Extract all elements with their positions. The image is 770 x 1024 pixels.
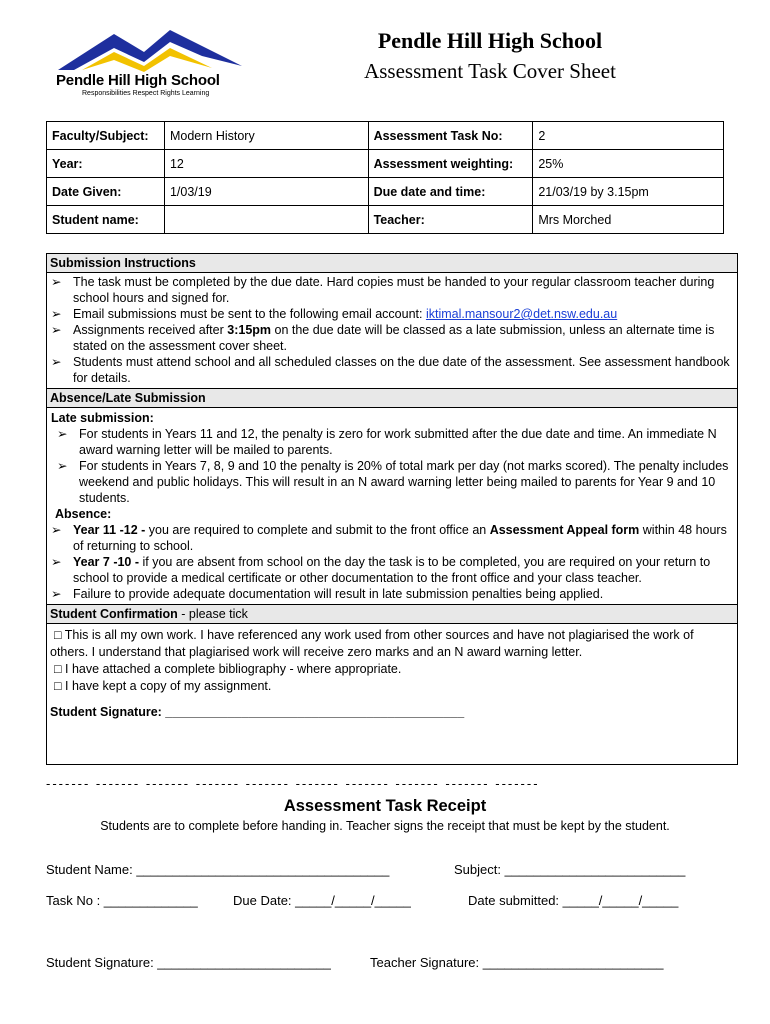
table-row — [47, 122, 724, 150]
due-date-label: Due date and time: — [368, 178, 533, 206]
receipt-student-signature[interactable]: Student Signature: ________________________ — [46, 955, 331, 970]
page-subtitle: Assessment Task Cover Sheet — [364, 59, 616, 83]
weighting-label: Assessment weighting: — [368, 150, 533, 178]
absence-heading: Absence/Late Submission — [47, 388, 737, 408]
logo-motto: Responsibilities Respect Rights Learning — [82, 90, 210, 97]
list-item: ➢ Year 7 -10 - if you are absent from school on the day the task is to be completed, you are required on your return to school to provide a medical certificate or other documentation to the front office and your class teacher. — [51, 555, 711, 585]
faculty-value[interactable]: Modern History — [164, 122, 368, 150]
list-item: ➢ Assignments received after 3:15pm on the due date will be classed as a late submission, unless an alternate time is stated on the assessment cover sheet. — [51, 323, 715, 353]
receipt-task-no[interactable]: Task No : _____________ — [46, 893, 198, 908]
table-row — [47, 206, 724, 234]
absence-label: Absence: — [55, 507, 112, 521]
list-item: ➢ Failure to provide adequate documentation will result in late submission penalties being applied. — [51, 587, 604, 601]
arrow-bullet-icon: ➢ — [51, 587, 62, 601]
bibliography-checkbox[interactable]: □ I have attached a complete bibliography - where appropriate. — [54, 662, 402, 676]
copy-kept-checkbox[interactable]: □ I have kept a copy of my assignment. — [54, 679, 272, 693]
list-item: ➢ For students in Years 7, 8, 9 and 10 the penalty is 20% of total mark per day (not marks scored). The penalty includes weekend and public holidays. This will result in an N award warning letter being mailed to parents for Year 9 and 10 students. — [57, 459, 729, 505]
list-item: ➢ Email submissions must be sent to the following email account: iktimal.mansour2@det.nsw.edu.au — [51, 307, 618, 321]
faculty-label: Faculty/Subject: — [47, 122, 165, 150]
table-row — [47, 150, 724, 178]
own-work-checkbox[interactable]: □ This is all my own work. I have referenced any work used from other sources and have not plagiarised the work of others. I understand that plagiarised work will receive zero marks and an N award warning letter. — [50, 628, 694, 659]
school-logo — [52, 26, 252, 100]
mountain-logo-icon — [52, 26, 252, 76]
due-date-value[interactable]: 21/03/19 by 3.15pm — [533, 178, 724, 206]
arrow-bullet-icon: ➢ — [51, 307, 62, 321]
arrow-bullet-icon: ➢ — [57, 427, 68, 441]
arrow-bullet-icon: ➢ — [51, 355, 62, 369]
year-value[interactable]: 12 — [164, 150, 368, 178]
arrow-bullet-icon: ➢ — [51, 523, 62, 537]
receipt-teacher-signature[interactable]: Teacher Signature: _________________________ — [370, 955, 664, 970]
arrow-bullet-icon: ➢ — [57, 459, 68, 473]
submission-heading: Submission Instructions — [47, 254, 737, 273]
teacher-label: Teacher: — [368, 206, 533, 234]
arrow-bullet-icon: ➢ — [51, 323, 62, 337]
logo-school-name: Pendle Hill High School — [56, 72, 220, 89]
late-submission-label: Late submission: — [51, 411, 154, 425]
instructions-box — [46, 253, 738, 765]
task-no-value[interactable]: 2 — [533, 122, 724, 150]
receipt-note: Students are to complete before handing in. Teacher signs the receipt that must be kept by the student. — [100, 819, 670, 833]
arrow-bullet-icon: ➢ — [51, 555, 62, 569]
student-name-field[interactable] — [164, 206, 368, 234]
weighting-value[interactable]: 25% — [533, 150, 724, 178]
receipt-student-name[interactable]: Student Name: ___________________________________ — [46, 862, 390, 877]
task-no-label: Assessment Task No: — [368, 122, 533, 150]
list-item: ➢ Students must attend school and all scheduled classes on the due date of the assessment. See assessment handbook for details. — [51, 355, 730, 385]
list-item: ➢ Year 11 -12 - you are required to complete and submit to the front office an Assessment Appeal form within 48 hours of returning to school. — [51, 523, 727, 553]
email-link[interactable]: iktimal.mansour2@det.nsw.edu.au — [425, 307, 618, 321]
cut-line: ------- ------- ------- ------- ------- ------- ------- ------- ------- ------- — [46, 776, 540, 791]
arrow-bullet-icon: ➢ — [51, 275, 62, 289]
year-label: Year: — [47, 150, 165, 178]
receipt-subject[interactable]: Subject: _________________________ — [454, 862, 686, 877]
info-table — [46, 121, 724, 234]
student-name-label: Student name: — [47, 206, 165, 234]
confirmation-heading: Student Confirmation - please tick — [47, 604, 737, 624]
date-given-label: Date Given: — [47, 178, 165, 206]
teacher-value[interactable]: Mrs Morched — [533, 206, 724, 234]
list-item: ➢ The task must be completed by the due date. Hard copies must be handed to your regular classroom teacher during school hours and signed for. — [51, 275, 715, 305]
date-given-value[interactable]: 1/03/19 — [164, 178, 368, 206]
receipt-due-date[interactable]: Due Date: _____/_____/_____ — [233, 893, 411, 908]
receipt-date-submitted[interactable]: Date submitted: _____/_____/_____ — [468, 893, 679, 908]
receipt-title: Assessment Task Receipt — [283, 797, 487, 815]
student-signature-line[interactable]: Student Signature: ___________________________________________ — [50, 705, 465, 719]
list-item: ➢ For students in Years 11 and 12, the penalty is zero for work submitted after the due date and time. An immediate N award warning letter will be mailed to parents. — [57, 427, 717, 457]
table-row — [47, 178, 724, 206]
page-title: Pendle Hill High School — [377, 28, 603, 53]
